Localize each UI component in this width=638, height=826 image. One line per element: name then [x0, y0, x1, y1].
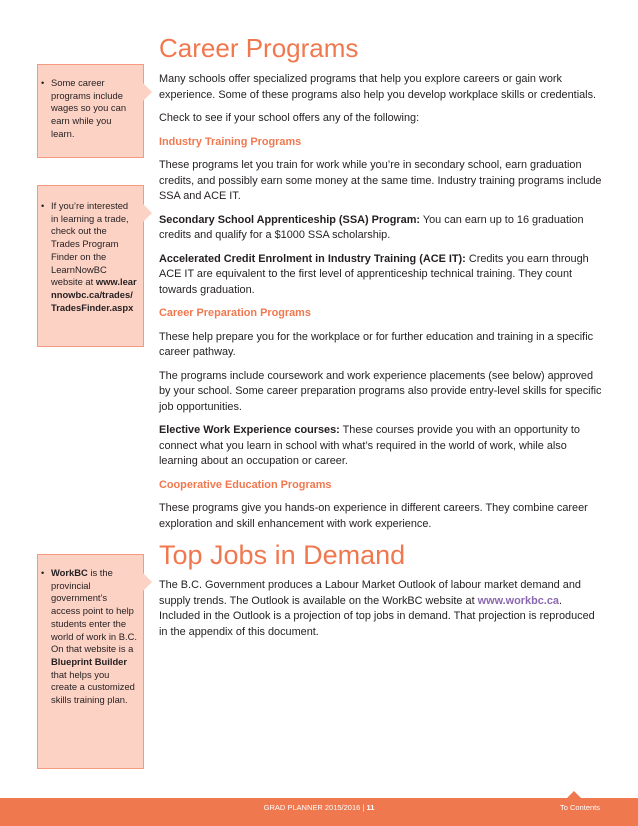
note-text-a: If you’re interested in learning a trade, check out the Trades Program Finder on the LearnNowBC website at — [51, 200, 129, 288]
footer-tab — [566, 791, 582, 799]
note-text-b: that helps you create a customized skills training plan. — [51, 668, 135, 706]
intro-paragraph: Many schools offer specialized programs that help you explore careers or gain work experience. Some of these programs also help you develop workplace skills or credentials. — [159, 73, 597, 101]
ssa-term: Secondary School Apprenticeship (SSA) Program: — [159, 213, 421, 226]
career-preparation-paragraph: These help prepare you for the workplace or for further education and training in a specific career pathway. — [159, 330, 594, 358]
top-jobs-paragraph — [159, 578, 604, 640]
learnnowbc-link[interactable]: www.learnnowbc.ca/trades/TradesFinder.aspx — [51, 276, 137, 313]
top-jobs-heading: Top Jobs in Demand — [159, 540, 406, 570]
footer-title: GRAD PLANNER 2015/2016 | — [263, 803, 367, 812]
ssa-text: You can earn up to 16 graduation credits and qualify for a $1000 SSA scholarship. — [159, 213, 584, 241]
footer-page-label — [0, 803, 638, 813]
workbc-term: WorkBC — [51, 567, 88, 578]
top-jobs-body — [159, 578, 604, 648]
page-number: 11 — [366, 803, 375, 812]
ace-text: Credits you earn through ACE IT are equivalent to the first level of apprenticeship technical training. They count towards graduation. — [159, 252, 589, 296]
check-paragraph: Check to see if your school offers any of the following: — [159, 112, 420, 124]
cooperative-education-subheading: Cooperative Education Programs — [159, 478, 332, 491]
to-contents-link[interactable]: To Contents — [559, 803, 600, 812]
career-programs-body — [159, 72, 604, 540]
industry-training-paragraph: These programs let you train for work while you’re in secondary school, earn graduation credits, and possibly earn some money at the same time. Industry training programs include SSA and ACE IT. — [159, 159, 602, 202]
ace-term: Accelerated Credit Enrolment in Industry Training (ACE IT): — [159, 252, 466, 265]
elective-paragraph — [159, 423, 604, 470]
career-preparation-paragraph-2: The programs include coursework and work experience placements (see below) approved by your school. Some career preparation programs also provide entry-level skills for specific job opportunities. — [159, 369, 602, 413]
elective-term: Elective Work Experience courses: — [159, 424, 340, 436]
note-text-a: is the provincial government’s access point to help students enter the world of work in B.C. On that website is a — [51, 567, 137, 655]
cooperative-education-paragraph: These programs give you hands-on experience in different careers. They combine career exploration and skill enhancement with work experience. — [159, 502, 588, 530]
top-jobs-text-a: The B.C. Government produces a Labour Market Outlook of labour market demand and supply trends. The Outlook is available on the WorkBC website at — [159, 579, 581, 607]
blueprint-builder-term: Blueprint Builder — [51, 655, 128, 667]
note-text — [48, 200, 137, 314]
top-jobs-text-b: . Included in the Outlook is a projection of top jobs in demand. That projection is reproduced in the appendix of this document. — [159, 594, 595, 638]
bullet-icon: • — [41, 77, 45, 88]
ace-paragraph — [159, 252, 604, 299]
elective-text: These courses provide you with an opportunity to connect what you learn in school with what’s required in the world of work, while also learning about an occupation or career. — [159, 424, 580, 467]
note-text — [48, 567, 137, 707]
career-programs-heading: Career Programs — [159, 33, 359, 63]
sidebar-note-wages — [37, 64, 144, 158]
sidebar-note-workbc — [37, 554, 144, 769]
bullet-icon: • — [41, 200, 45, 211]
note-text: Some career programs include wages so you can earn while you learn. — [51, 77, 127, 139]
career-preparation-subheading: Career Preparation Programs — [159, 307, 311, 319]
industry-training-subheading: Industry Training Programs — [159, 135, 302, 148]
ssa-paragraph — [159, 213, 604, 244]
sidebar-note-trades — [37, 185, 144, 347]
workbc-link[interactable]: www.workbc.ca — [477, 594, 559, 607]
bullet-icon: • — [41, 567, 45, 578]
